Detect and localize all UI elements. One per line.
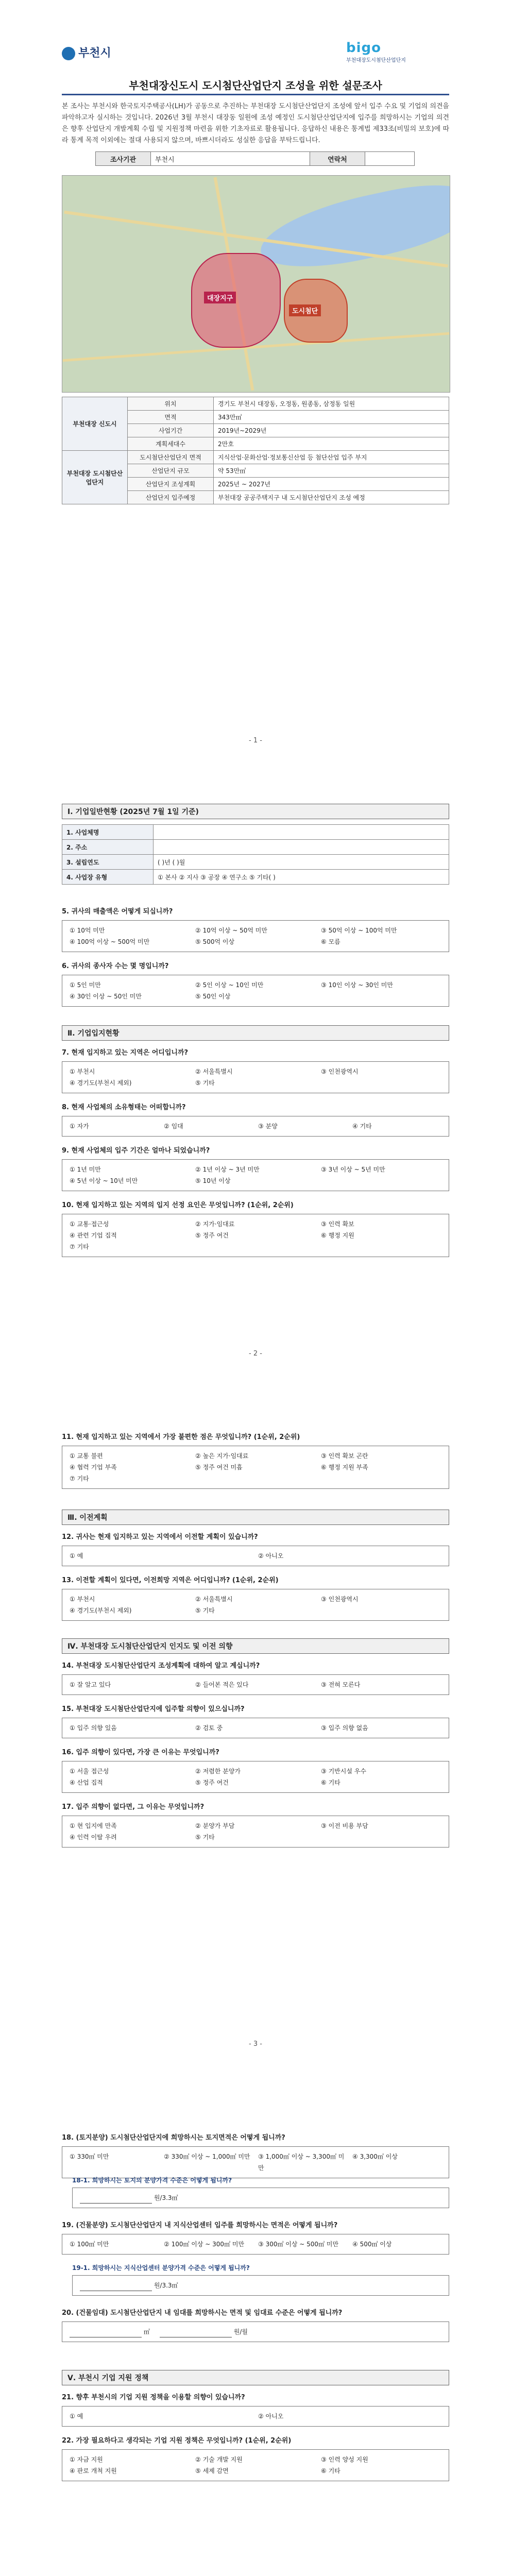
option[interactable]: ⑤ 10년 이상 — [195, 1177, 231, 1184]
header — [62, 40, 449, 71]
option[interactable]: ⑥ 모름 — [321, 938, 340, 945]
question-15-options — [62, 1718, 449, 1738]
meta-label: 조사기관 — [96, 152, 151, 166]
page-number: - 2 - — [249, 1350, 262, 1358]
city-emblem-icon — [62, 47, 75, 60]
option[interactable]: ② 서울특별시 — [195, 1068, 233, 1075]
info-key: 위치 — [128, 397, 214, 411]
option[interactable]: ③ 인천광역시 — [321, 1596, 359, 1603]
page-number: - 1 - — [249, 737, 262, 744]
option[interactable]: ⑤ 50인 이상 — [195, 993, 231, 1000]
question-22: 22. 가장 필요하다고 생각되는 기업 지원 정책은 무엇입니까? (1순위, 2순위) — [62, 2437, 292, 2445]
title-rule — [62, 94, 449, 95]
option[interactable]: ① 1년 미만 — [70, 1166, 101, 1173]
option[interactable]: ③ 분양 — [258, 1123, 278, 1130]
company-info-table — [62, 824, 449, 885]
question-18-1-answer — [72, 2188, 449, 2208]
option[interactable]: ④ 관련 기업 집적 — [70, 1232, 117, 1239]
option[interactable]: ② 지가·임대료 — [195, 1221, 235, 1228]
option[interactable]: ⑤ 정주 여건 미흡 — [195, 1464, 243, 1471]
question-13: 13. 이전할 계획이 있다면, 이전희망 지역은 어디입니까? (1순위, 2순위) — [62, 1577, 279, 1584]
question-7-options — [62, 1061, 449, 1093]
question-9-options — [62, 1159, 449, 1191]
company-field-label: 4. 사업장 유형 — [62, 870, 154, 885]
map-zone-a-label: 대장지구 — [204, 292, 236, 303]
option[interactable]: ① 예 — [70, 2413, 83, 2420]
company-field-label: 2. 주소 — [62, 840, 154, 855]
option[interactable]: ① 자가 — [70, 1123, 89, 1130]
question-19-options — [62, 2234, 449, 2255]
question-12-options — [62, 1546, 449, 1566]
question-12: 12. 귀사는 현재 입지하고 있는 지역에서 이전할 계획이 있습니까? — [62, 1533, 258, 1541]
map-zone-b-label: 도시첨단 — [289, 304, 321, 316]
option[interactable]: ① 잘 알고 있다 — [70, 1681, 111, 1688]
price-unit: 원/3.3㎡ — [154, 2194, 178, 2201]
meta-value[interactable]: 부천시 — [151, 152, 310, 166]
site-map — [62, 175, 450, 393]
company-field-value[interactable]: ① 본사 ② 지사 ③ 공장 ④ 연구소 ⑤ 기타( ) — [154, 870, 449, 885]
brand-sub: 부천대장도시첨단산업단지 — [346, 58, 406, 63]
company-field-value[interactable] — [154, 825, 449, 840]
option[interactable]: ⑤ 정주 여건 — [195, 1779, 229, 1786]
question-11-options — [62, 1446, 449, 1489]
option[interactable]: ② 분양가 부담 — [195, 1822, 235, 1829]
option[interactable]: ③ 300㎡ 이상 ~ 500㎡ 미만 — [258, 2241, 339, 2248]
org-name: 부천시 — [78, 47, 111, 60]
option[interactable]: ⑤ 세제 감면 — [195, 2467, 229, 2475]
section-1-title: Ⅰ. 기업일반현황 (2025년 7월 1일 기준) — [62, 804, 449, 819]
area-input[interactable] — [70, 2330, 142, 2337]
option[interactable]: ④ 경기도(부천시 제외) — [70, 1079, 132, 1087]
option[interactable]: ① 자금 지원 — [70, 2456, 103, 2463]
question-11: 11. 현재 입지하고 있는 지역에서 가장 불편한 점은 무엇입니까? (1순위, 2순위) — [62, 1433, 300, 1441]
option[interactable]: ⑤ 기타 — [195, 1607, 215, 1614]
section-5-title: Ⅴ. 부천시 기업 지원 정책 — [62, 2370, 449, 2385]
info-value: 2025년 ~ 2027년 — [214, 478, 449, 491]
info-value: 약 53만㎡ — [214, 464, 449, 478]
option[interactable]: ⑤ 500억 이상 — [195, 938, 235, 945]
option[interactable]: ⑤ 정주 여건 — [195, 1232, 229, 1239]
info-group: 부천대장 신도시 — [62, 397, 128, 451]
info-value: 부천대장 공공주택지구 내 도시첨단산업단지 조성 예정 — [214, 491, 449, 504]
option[interactable]: ③ 이전 비용 부담 — [321, 1822, 368, 1829]
info-key: 계획세대수 — [128, 437, 214, 451]
option[interactable]: ② 서울특별시 — [195, 1596, 233, 1603]
question-5-options — [62, 920, 449, 952]
section-4-title: Ⅳ. 부천대장 도시첨단산업단지 인지도 및 이전 의향 — [62, 1638, 449, 1654]
option[interactable]: ④ 기타 — [352, 1123, 372, 1130]
question-19-1-answer — [72, 2275, 449, 2296]
question-17-options — [62, 1816, 449, 1848]
meta-label: 연락처 — [310, 152, 365, 166]
company-field-label: 1. 사업체명 — [62, 825, 154, 840]
question-22-options — [62, 2449, 449, 2481]
option[interactable]: ⑥ 행정 지원 — [321, 1232, 354, 1239]
option[interactable]: ③ 전혀 모른다 — [321, 1681, 361, 1688]
option[interactable]: ① 부천시 — [70, 1596, 95, 1603]
price-input[interactable] — [80, 2196, 152, 2204]
option[interactable]: ③ 10인 이상 ~ 30인 미만 — [321, 981, 393, 989]
question-13-options — [62, 1589, 449, 1621]
option[interactable]: ④ 협력 기업 부족 — [70, 1464, 117, 1471]
option[interactable]: ⑥ 기타 — [321, 2467, 340, 2475]
info-key: 도시첨단산업단지 면적 — [128, 451, 214, 464]
option[interactable]: ② 5인 이상 ~ 10인 미만 — [195, 981, 264, 989]
option[interactable]: ② 기술 개발 지원 — [195, 2456, 243, 2463]
info-key: 산업단지 규모 — [128, 464, 214, 478]
question-6-options — [62, 975, 449, 1007]
option[interactable]: ② 저렴한 분양가 — [195, 1768, 241, 1775]
option[interactable]: ③ 3년 이상 ~ 5년 미만 — [321, 1166, 385, 1173]
info-group: 부천대장 도시첨단산업단지 — [62, 451, 128, 504]
option[interactable]: ② 10억 이상 ~ 50억 미만 — [195, 927, 267, 934]
info-value: 지식산업·문화산업·정보통신산업 등 첨단산업 입주 부지 — [214, 451, 449, 464]
option[interactable]: ③ 인천광역시 — [321, 1068, 359, 1075]
option[interactable]: ① 교통 불편 — [70, 1452, 103, 1460]
info-value: 2만호 — [214, 437, 449, 451]
info-key: 산업단지 조성계획 — [128, 478, 214, 491]
option[interactable]: ① 현 입지에 만족 — [70, 1822, 117, 1829]
option[interactable]: ③ 인력 확보 곤란 — [321, 1452, 368, 1460]
option[interactable]: ② 아니오 — [258, 2413, 284, 2420]
option[interactable]: ② 높은 지가·임대료 — [195, 1452, 249, 1460]
option[interactable]: ④ 경기도(부천시 제외) — [70, 1607, 132, 1614]
map-river — [254, 175, 450, 280]
area-unit: ㎡ — [143, 2328, 150, 2335]
city-logo — [62, 44, 111, 60]
question-19-1: 19-1. 희망하시는 지식산업센터 분양가격 수준은 어떻게 됩니까? — [72, 2264, 250, 2272]
question-10: 10. 현재 입지하고 있는 지역의 입지 선정 요인은 무엇입니까? (1순위, 2순위) — [62, 1201, 294, 1209]
option[interactable]: ① 부천시 — [70, 1068, 95, 1075]
option[interactable]: ② 검토 중 — [195, 1724, 223, 1732]
question-8: 8. 현재 사업체의 소유형태는 어떠합니까? — [62, 1104, 186, 1111]
option[interactable]: ② 들어본 적은 있다 — [195, 1681, 249, 1688]
question-16-options — [62, 1761, 449, 1793]
meta-table — [95, 151, 415, 166]
option[interactable]: ④ 3,300㎡ 이상 — [352, 2153, 398, 2160]
question-10-options — [62, 1214, 449, 1257]
option[interactable]: ③ 50억 이상 ~ 100억 미만 — [321, 927, 397, 934]
project-info-table — [62, 397, 449, 504]
option[interactable]: ⑤ 기타 — [195, 1834, 215, 1841]
question-6: 6. 귀사의 종사자 수는 몇 명입니까? — [62, 962, 169, 970]
question-18-options — [62, 2146, 449, 2178]
question-7: 7. 현재 입지하고 있는 지역은 어디입니까? — [62, 1049, 189, 1057]
option[interactable]: ④ 100억 이상 ~ 500억 미만 — [70, 938, 150, 945]
info-value: 343만㎡ — [214, 411, 449, 424]
page-number: - 3 - — [249, 2040, 262, 2048]
info-key: 사업기간 — [128, 424, 214, 437]
survey-title: 부천대장신도시 도시첨단산업단지 조성을 위한 설문조사 — [129, 79, 382, 92]
question-20: 20. (건물임대) 도시첨단산업단지 내 임대를 희망하시는 면적 및 임대료 수준은 어떻게 됩니까? — [62, 2309, 343, 2317]
brand-mark: bigo — [346, 40, 381, 56]
option[interactable]: ① 5인 미만 — [70, 981, 101, 989]
option[interactable]: ③ 인력 양성 지원 — [321, 2456, 368, 2463]
option[interactable]: ④ 인력 이탈 우려 — [70, 1834, 117, 1841]
info-key: 면적 — [128, 411, 214, 424]
option[interactable]: ① 예 — [70, 1552, 83, 1560]
brand-logo — [346, 40, 449, 66]
question-16: 16. 입주 의향이 있다면, 가장 큰 이유는 무엇입니까? — [62, 1749, 219, 1756]
option[interactable]: ⑥ 행정 지원 부족 — [321, 1464, 368, 1471]
question-19: 19. (건물분양) 도시첨단산업단지 내 지식산업센터 입주를 희망하시는 면적은 어떻게 됩니까? — [62, 2222, 338, 2229]
rent-unit: 원/월 — [233, 2328, 248, 2335]
rent-input[interactable] — [160, 2330, 232, 2337]
question-9: 9. 현재 사업체의 입주 기간은 얼마나 되었습니까? — [62, 1147, 210, 1155]
intro-text: 본 조사는 부천시와 한국토지주택공사(LH)가 공동으로 추진하는 부천대장 도시첨단산업단지 조성에 앞서 입주 수요 및 기업의 의견을 파악하고자 실시하는 것입니다. 2026년 3월 부천시 대장동 일원에 조성 예정인 도시첨단산업단지에 입주를 희망하시는 기업의 의견은 향후 산업단지 개발계획 수립 및 지원정책 마련을 위한 기초자료로 활용됩니다. 응답하신 내용은 통계법 제33조(비밀의 보호)에 따라 통계 목적 이외에는 절대 사용되지 않으며, 바쁘시더라도 성실한 응답을 부탁드립니다. — [62, 103, 449, 144]
option[interactable]: ③ 기반시설 우수 — [321, 1768, 366, 1775]
question-21: 21. 향후 부천시의 기업 지원 정책을 이용할 의향이 있습니까? — [62, 2394, 245, 2401]
option[interactable]: ② 아니오 — [258, 1552, 284, 1560]
question-18: 18. (토지분양) 도시첨단산업단지에 희망하시는 토지면적은 어떻게 됩니까? — [62, 2134, 285, 2142]
option[interactable]: ② 임대 — [164, 1123, 183, 1130]
option[interactable]: ② 100㎡ 이상 ~ 300㎡ 미만 — [164, 2241, 245, 2248]
question-14: 14. 부천대장 도시첨단산업단지 조성계획에 대하여 알고 계십니까? — [62, 1662, 260, 1670]
question-5: 5. 귀사의 매출액은 어떻게 되십니까? — [62, 908, 173, 916]
price-unit: 원/3.3㎡ — [154, 2282, 178, 2289]
section-2-title: Ⅱ. 기업입지현황 — [62, 1025, 449, 1041]
option[interactable]: ⑥ 기타 — [321, 1779, 340, 1786]
info-key: 산업단지 입주예정 — [128, 491, 214, 504]
company-field-value[interactable]: ( )년 ( )월 — [154, 855, 449, 870]
option[interactable]: ④ 산업 집적 — [70, 1779, 103, 1786]
option[interactable]: ④ 500㎡ 이상 — [352, 2241, 392, 2248]
option[interactable]: ④ 5년 이상 ~ 10년 미만 — [70, 1177, 138, 1184]
company-field-label: 3. 설립연도 — [62, 855, 154, 870]
question-18-1: 18-1. 희망하시는 토지의 분양가격 수준은 어떻게 됩니까? — [72, 2177, 232, 2184]
question-20-answer — [62, 2321, 449, 2342]
option[interactable]: ⑦ 기타 — [70, 1243, 89, 1250]
option[interactable]: ① 서울 접근성 — [70, 1768, 109, 1775]
price-input[interactable] — [80, 2283, 152, 2291]
option[interactable]: ④ 30인 이상 ~ 50인 미만 — [70, 993, 142, 1000]
option[interactable]: ③ 인력 확보 — [321, 1221, 354, 1228]
option[interactable]: ① 교통·접근성 — [70, 1221, 109, 1228]
question-21-options — [62, 2406, 449, 2427]
question-8-options — [62, 1116, 449, 1137]
option[interactable]: ② 1년 이상 ~ 3년 미만 — [195, 1166, 260, 1173]
option[interactable]: ① 100㎡ 미만 — [70, 2241, 109, 2248]
question-15: 15. 부천대장 도시첨단산업단지에 입주할 의향이 있으십니까? — [62, 1705, 245, 1713]
option[interactable]: ① 입주 의향 있음 — [70, 1724, 117, 1732]
info-value: 경기도 부천시 대장동, 오정동, 원종동, 삼정동 일원 — [214, 397, 449, 411]
meta-value[interactable] — [365, 152, 414, 166]
option[interactable]: ③ 1,000㎡ 이상 ~ 3,300㎡ 미만 — [258, 2153, 345, 2172]
info-value: 2019년~2029년 — [214, 424, 449, 437]
company-field-value[interactable] — [154, 840, 449, 855]
option[interactable]: ① 10억 미만 — [70, 927, 105, 934]
option[interactable]: ③ 입주 의향 없음 — [321, 1724, 368, 1732]
option[interactable]: ① 330㎡ 미만 — [70, 2153, 109, 2160]
option[interactable]: ② 330㎡ 이상 ~ 1,000㎡ 미만 — [164, 2153, 250, 2160]
option[interactable]: ⑤ 기타 — [195, 1079, 215, 1087]
section-3-title: Ⅲ. 이전계획 — [62, 1510, 449, 1525]
option[interactable]: ④ 판로 개척 지원 — [70, 2467, 117, 2475]
option[interactable]: ⑦ 기타 — [70, 1475, 89, 1482]
question-14-options — [62, 1674, 449, 1695]
question-17: 17. 입주 의향이 없다면, 그 이유는 무엇입니까? — [62, 1803, 205, 1811]
